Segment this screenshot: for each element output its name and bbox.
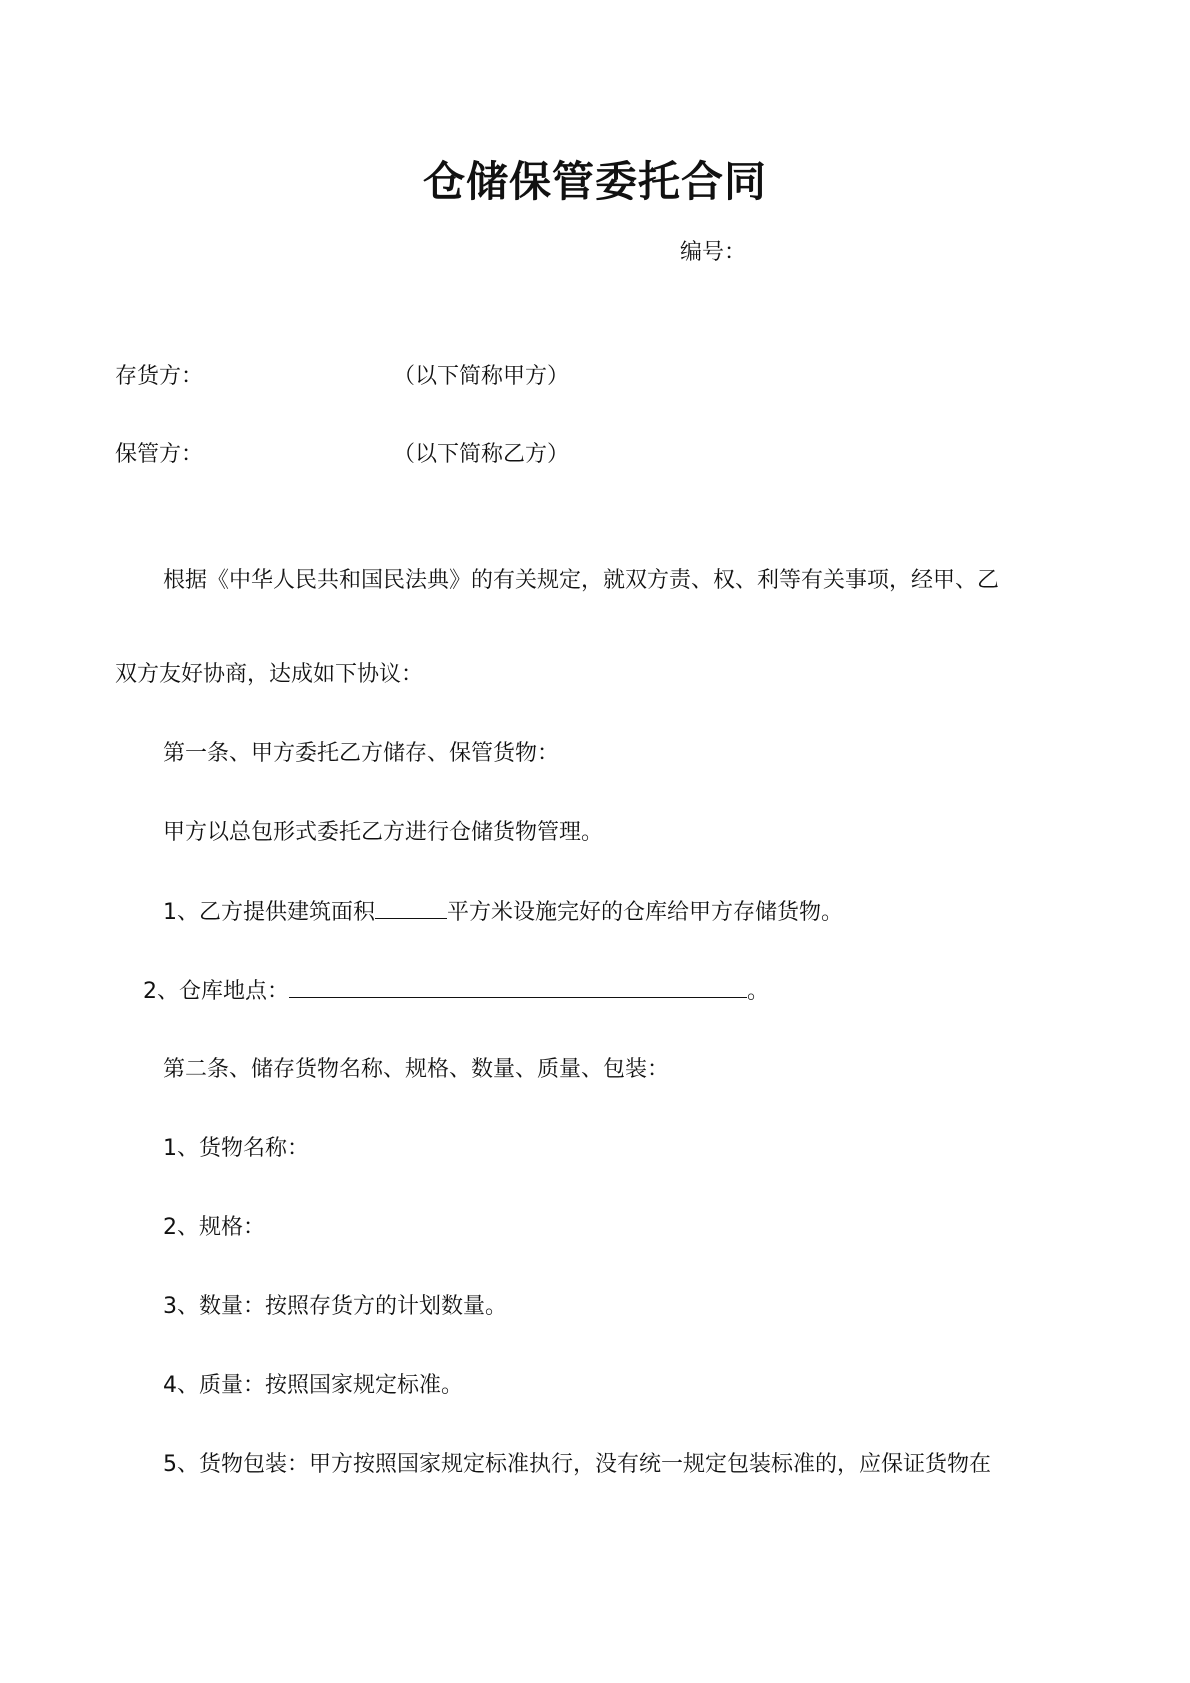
item-1-prefix: 1、乙方提供建筑面积	[163, 900, 375, 925]
contract-number-label: 编号：	[680, 240, 747, 265]
article-1-heading: 第一条、甲方委托乙方储存、保管货物：	[163, 741, 560, 766]
area-blank-line	[375, 896, 447, 919]
item-2-suffix: 。	[747, 979, 770, 1004]
preamble-line-1: 根据《中华人民共和国民法典》的有关规定，就双方责、权、利等有关事项，经甲、乙	[163, 568, 1000, 593]
article-2-item-5: 5、货物包装：甲方按照国家规定标准执行，没有统一规定包装标准的，应保证货物在	[163, 1452, 991, 1477]
document-title: 仓储保管委托合同	[422, 157, 767, 206]
article-1-intro: 甲方以总包形式委托乙方进行仓储货物管理。	[163, 820, 604, 845]
keeper-note: （以下简称乙方）	[393, 442, 570, 467]
article-2-item-2: 2、规格：	[163, 1215, 265, 1240]
location-blank-line	[289, 975, 747, 998]
depositor-note: （以下简称甲方）	[393, 364, 570, 389]
depositor-label: 存货方：	[115, 364, 204, 389]
article-2-item-1: 1、货物名称：	[163, 1136, 309, 1161]
article-1-item-2	[143, 975, 769, 1008]
article-1-item-1	[163, 896, 843, 929]
keeper-label: 保管方：	[115, 442, 204, 467]
article-2-item-4: 4、质量：按照国家规定标准。	[163, 1373, 463, 1398]
preamble-line-2: 双方友好协商，达成如下协议：	[115, 662, 424, 687]
article-2-item-3: 3、数量：按照存货方的计划数量。	[163, 1294, 507, 1319]
item-1-suffix: 平方米设施完好的仓库给甲方存储货物。	[447, 900, 844, 925]
item-2-prefix: 2、仓库地点：	[143, 979, 289, 1004]
article-2-heading: 第二条、储存货物名称、规格、数量、质量、包装：	[163, 1057, 670, 1082]
